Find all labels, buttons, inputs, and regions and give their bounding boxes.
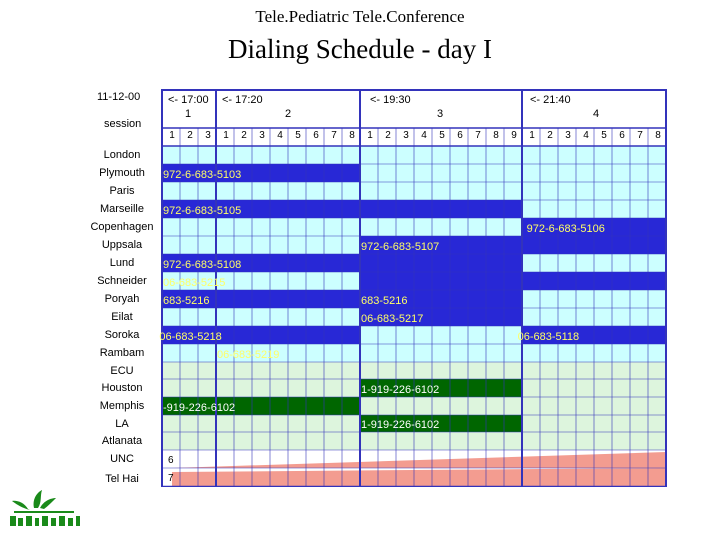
slot-s2-3: 3 <box>259 130 265 141</box>
slot-s2-4: 4 <box>277 130 283 141</box>
city-london: London <box>103 149 141 161</box>
slot-s2-7: 7 <box>331 130 337 141</box>
unc-row-value: 6 <box>168 455 174 466</box>
phone-number-label: 06-683-5118 <box>517 331 580 343</box>
page-title-main: Dialing Schedule - day I <box>228 34 492 64</box>
telhai-row-value: 7 <box>168 473 174 484</box>
slot-s3-2: 2 <box>385 130 391 141</box>
slot-s2-1: 1 <box>223 130 229 141</box>
time-header-1: <- 17:00 <box>168 94 209 106</box>
city-copenhagen: Copenhagen <box>90 221 154 233</box>
city-plymouth: Plymouth <box>99 167 145 179</box>
phone-number-label: 683-5216 <box>163 295 210 307</box>
city-schneider: Schneider <box>97 275 147 287</box>
slot-s3-7: 7 <box>475 130 481 141</box>
city-paris: Paris <box>109 185 135 197</box>
slot-s1-1: 1 <box>169 130 175 141</box>
session-number-4: 4 <box>593 108 600 120</box>
slot-s2-2: 2 <box>241 130 247 141</box>
slot-s4-5: 5 <box>601 130 607 141</box>
session-number-3: 3 <box>437 108 444 120</box>
session-number-2: 2 <box>285 108 292 120</box>
slot-s3-3: 3 <box>403 130 409 141</box>
phone-number-label: 683-5216 <box>361 295 408 307</box>
phone-number-label: 06-683-5218 <box>159 331 222 343</box>
phone-number-label: 972-6-683-5103 <box>163 169 242 181</box>
slot-s4-4: 4 <box>583 130 589 141</box>
phone-number-label: 972-6-683-5108 <box>163 259 242 271</box>
city-marseille: Marseille <box>99 203 144 215</box>
city-unc: UNC <box>110 453 134 465</box>
slot-s1-2: 2 <box>187 130 193 141</box>
slot-s4-1: 1 <box>529 130 535 141</box>
city-eilat: Eilat <box>111 311 133 323</box>
slot-s1-3: 3 <box>205 130 211 141</box>
slot-s3-4: 4 <box>421 130 427 141</box>
slot-s3-8: 8 <box>493 130 499 141</box>
city-houston: Houston <box>101 382 143 394</box>
page-title-top: Tele.Pediatric Tele.Conference <box>255 7 465 26</box>
city-soroka: Soroka <box>104 329 140 341</box>
slot-s2-6: 6 <box>313 130 319 141</box>
phone-number-label: 1-919-226-6102 <box>361 384 440 396</box>
slot-s4-3: 3 <box>565 130 571 141</box>
slot-s3-5: 5 <box>439 130 445 141</box>
telhai-logo <box>4 490 84 532</box>
time-header-4: <- 21:40 <box>530 94 571 106</box>
slot-s4-2: 2 <box>547 130 553 141</box>
time-header-2: <- 17:20 <box>222 94 263 106</box>
city-poryah: Poryah <box>104 293 140 305</box>
city-memphis: Memphis <box>99 400 145 412</box>
schedule-booking <box>360 272 666 290</box>
slot-s3-1: 1 <box>367 130 373 141</box>
phone-number-label: 06-683-5219 <box>217 349 280 361</box>
slot-s3-6: 6 <box>457 130 463 141</box>
phone-number-label: 06-683-5215 <box>163 277 226 289</box>
time-header-3: <- 19:30 <box>370 94 411 106</box>
phone-number-label: 972-6-683-5105 <box>163 205 242 217</box>
city-ecu: ECU <box>110 365 134 377</box>
slot-s4-7: 7 <box>637 130 643 141</box>
city-tel-hai: Tel Hai <box>105 473 139 485</box>
phone-number-label: 972-6-683-5107 <box>361 241 440 253</box>
slot-s3-9: 9 <box>511 130 517 141</box>
schedule-open-slot <box>360 326 522 344</box>
city-rambam: Rambam <box>99 347 145 359</box>
slot-s4-8: 8 <box>655 130 661 141</box>
city-atlanata: Atlanata <box>101 435 143 447</box>
phone-number-label: -919-226-6102 <box>163 402 236 414</box>
phone-number-label: 972-6-683-5106 <box>526 223 605 235</box>
slot-s2-5: 5 <box>295 130 301 141</box>
session-number-1: 1 <box>185 108 192 120</box>
city-lund: Lund <box>109 257 135 269</box>
phone-number-label: 06-683-5217 <box>361 313 424 325</box>
slot-s4-6: 6 <box>619 130 625 141</box>
session-label: session <box>104 118 142 130</box>
city-la: LA <box>115 418 129 430</box>
phone-number-label: 1-919-226-6102 <box>361 419 440 431</box>
date-label: 11-12-00 <box>97 91 141 103</box>
slot-s2-8: 8 <box>349 130 355 141</box>
city-uppsala: Uppsala <box>101 239 143 251</box>
